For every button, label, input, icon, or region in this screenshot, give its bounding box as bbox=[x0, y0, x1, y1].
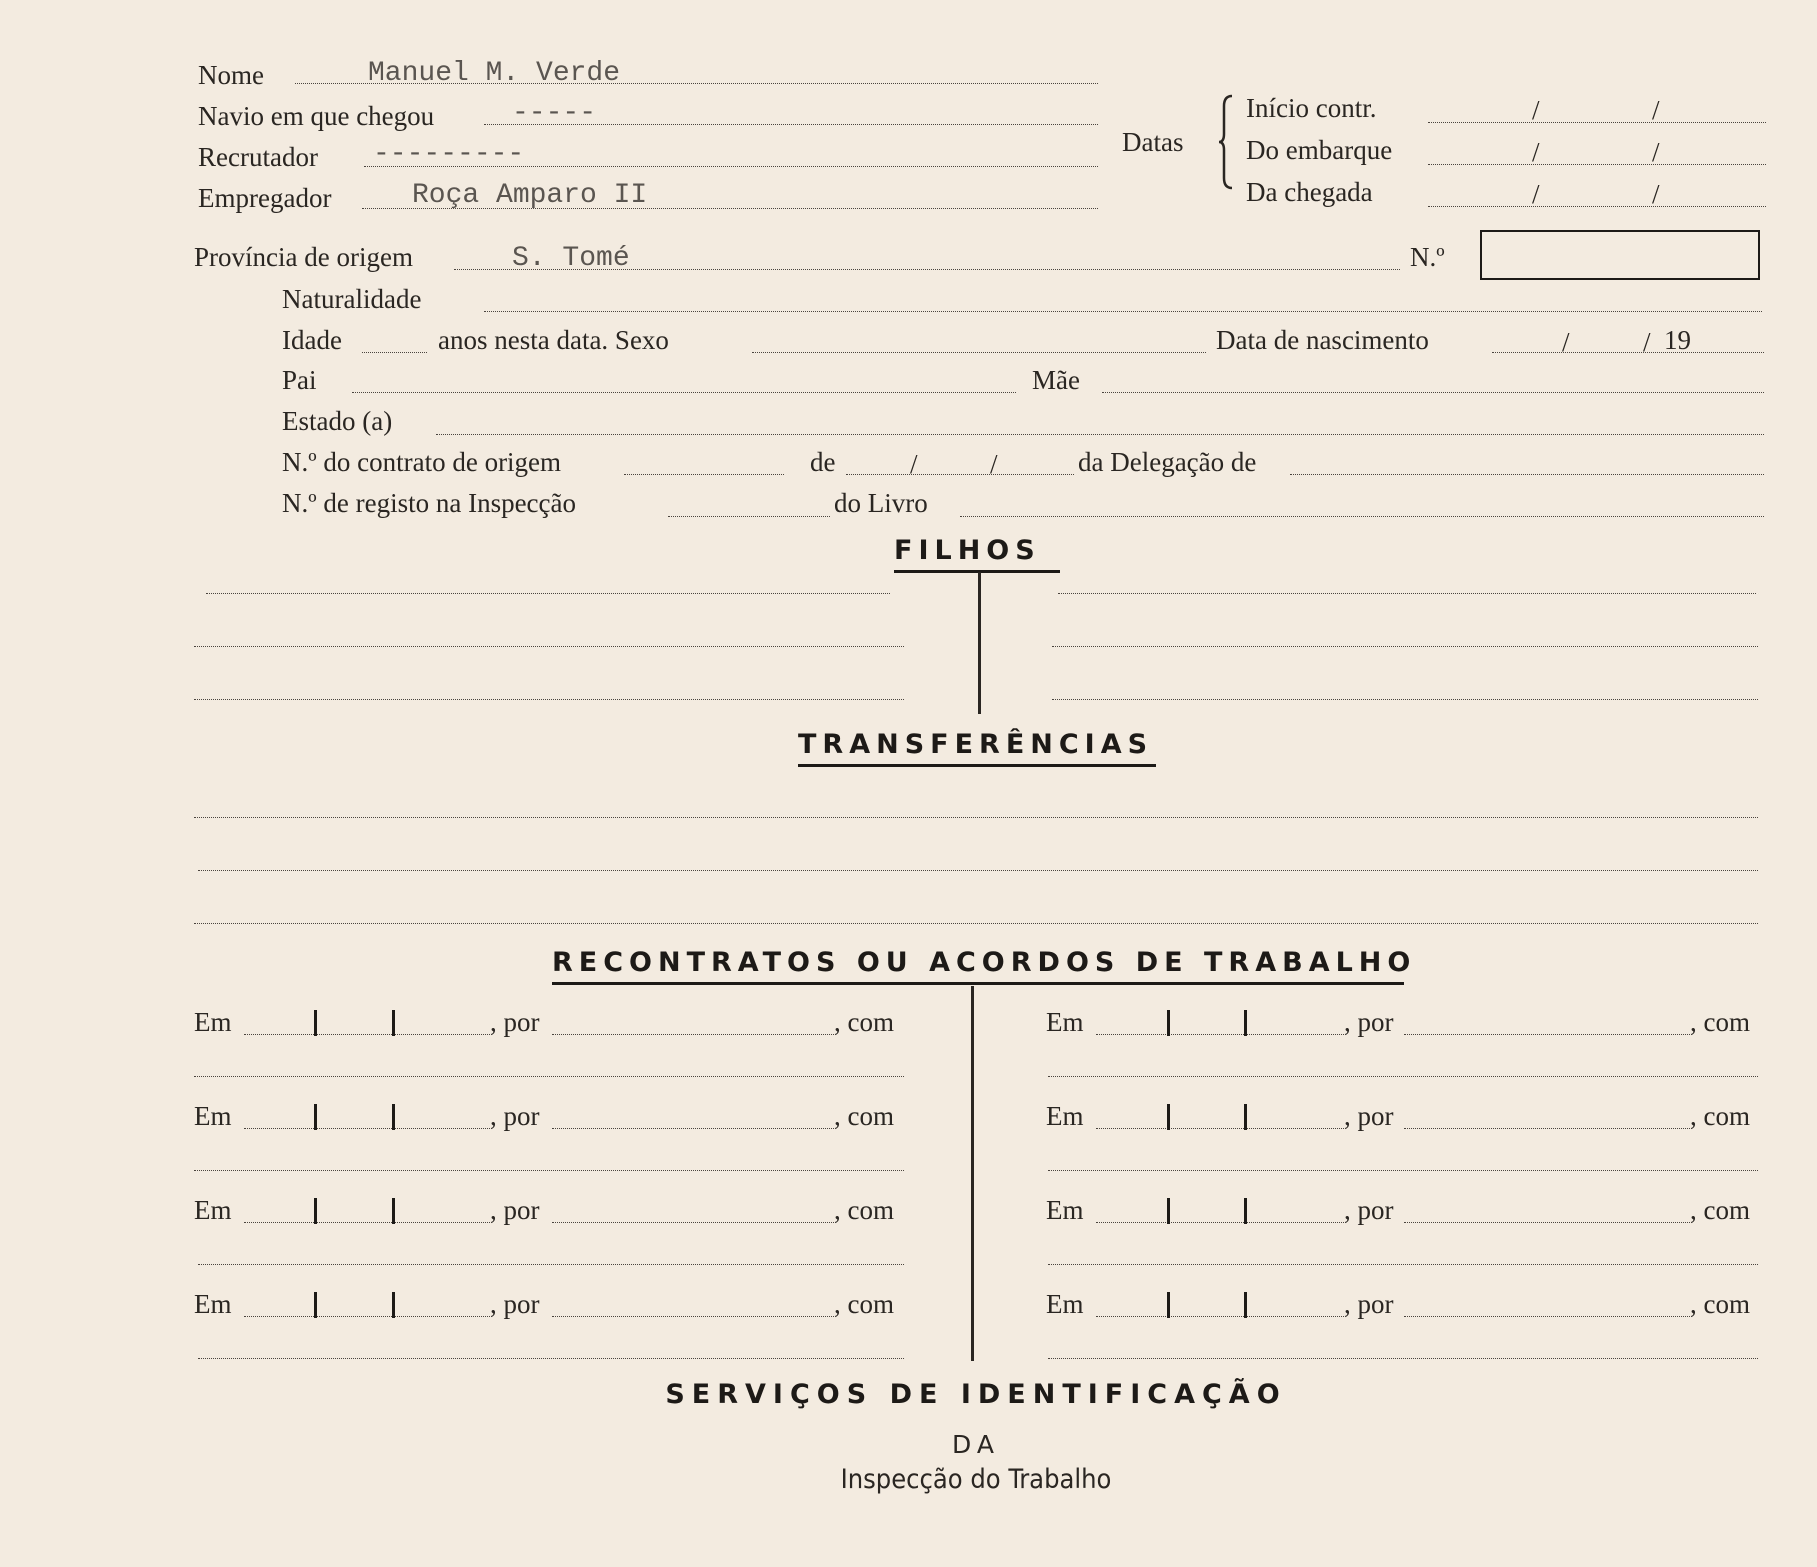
por-line bbox=[1404, 1316, 1690, 1317]
nome-label: Nome bbox=[198, 60, 264, 90]
filhos-underline bbox=[894, 570, 1060, 573]
datas-inicio-line bbox=[1428, 122, 1766, 123]
com-line bbox=[1048, 1170, 1758, 1171]
livro-line bbox=[960, 516, 1764, 517]
em-label: Em bbox=[194, 1289, 232, 1319]
com-label: , com bbox=[834, 1289, 894, 1319]
filhos-line bbox=[1052, 646, 1758, 647]
com-line bbox=[1048, 1358, 1758, 1359]
por-label: , por bbox=[1344, 1195, 1394, 1225]
recrutador-label: Recrutador bbox=[198, 142, 318, 172]
estado-line bbox=[436, 434, 1764, 435]
date-slash: / bbox=[1643, 327, 1651, 357]
em-date-line bbox=[244, 1128, 490, 1129]
pai-label: Pai bbox=[282, 365, 317, 395]
pai-line bbox=[352, 392, 1016, 393]
por-line bbox=[552, 1128, 834, 1129]
delegacao-label: da Delegação de bbox=[1078, 447, 1257, 477]
date-separator bbox=[314, 1198, 317, 1224]
datas-chegada-label: Da chegada bbox=[1246, 177, 1373, 207]
datas-brace bbox=[1218, 94, 1240, 190]
empregador-value: Roça Amparo II bbox=[412, 180, 648, 211]
numero-box bbox=[1480, 230, 1760, 280]
por-label: , por bbox=[490, 1195, 540, 1225]
date-separator bbox=[1244, 1104, 1247, 1130]
nascimento-year: 19 bbox=[1664, 325, 1691, 355]
date-slash: / bbox=[1532, 137, 1540, 167]
datas-label: Datas bbox=[1122, 127, 1184, 157]
por-label: , por bbox=[490, 1101, 540, 1131]
datas-embarque-line bbox=[1428, 164, 1766, 165]
com-label: , com bbox=[1690, 1289, 1750, 1319]
com-label: , com bbox=[1690, 1195, 1750, 1225]
com-label: , com bbox=[1690, 1101, 1750, 1131]
transferencias-line bbox=[194, 923, 1758, 924]
recontratos-divider bbox=[971, 986, 974, 1361]
em-label: Em bbox=[194, 1195, 232, 1225]
date-separator bbox=[392, 1198, 395, 1224]
filhos-line bbox=[206, 593, 890, 594]
transferencias-heading: TRANSFERÊNCIAS bbox=[798, 729, 1154, 760]
date-separator bbox=[392, 1292, 395, 1318]
idade-line bbox=[362, 352, 427, 353]
com-label: , com bbox=[834, 1007, 894, 1037]
date-slash: / bbox=[1652, 179, 1660, 209]
estado-label: Estado (a) bbox=[282, 406, 393, 436]
em-label: Em bbox=[1046, 1195, 1084, 1225]
date-slash: / bbox=[910, 449, 918, 479]
em-label: Em bbox=[1046, 1007, 1084, 1037]
date-separator bbox=[1244, 1292, 1247, 1318]
por-line bbox=[552, 1316, 834, 1317]
filhos-line bbox=[194, 646, 904, 647]
por-line bbox=[1404, 1222, 1690, 1223]
por-label: , por bbox=[1344, 1101, 1394, 1131]
date-separator bbox=[314, 1104, 317, 1130]
com-line bbox=[1048, 1076, 1758, 1077]
por-line bbox=[552, 1034, 834, 1035]
em-label: Em bbox=[1046, 1101, 1084, 1131]
delegacao-line bbox=[1290, 474, 1764, 475]
nome-value: Manuel M. Verde bbox=[368, 58, 621, 89]
provincia-label: Província de origem bbox=[194, 242, 413, 272]
datas-embarque-label: Do embarque bbox=[1246, 135, 1393, 165]
transferencias-line bbox=[194, 817, 1758, 818]
por-line bbox=[1404, 1128, 1690, 1129]
com-line bbox=[194, 1076, 904, 1077]
em-date-line bbox=[244, 1034, 490, 1035]
em-date-line bbox=[1096, 1316, 1344, 1317]
em-label: Em bbox=[194, 1101, 232, 1131]
recontratos-underline bbox=[552, 982, 1404, 985]
nascimento-line bbox=[1492, 352, 1764, 353]
filhos-divider bbox=[978, 572, 981, 714]
contrato-de-label: de bbox=[810, 447, 836, 477]
date-separator bbox=[1244, 1198, 1247, 1224]
em-date-line bbox=[1096, 1222, 1344, 1223]
transferencias-line bbox=[198, 870, 1758, 871]
numero-label: N.º bbox=[1410, 242, 1445, 272]
date-slash: / bbox=[1532, 95, 1540, 125]
date-slash: / bbox=[990, 449, 998, 479]
navio-label: Navio em que chegou bbox=[198, 101, 435, 131]
por-line bbox=[1404, 1034, 1690, 1035]
recrutador-value: --------- bbox=[373, 139, 525, 170]
com-line bbox=[194, 1170, 904, 1171]
datas-inicio-label: Início contr. bbox=[1246, 93, 1377, 123]
datas-chegada-line bbox=[1428, 206, 1766, 207]
date-separator bbox=[1167, 1104, 1170, 1130]
em-date-line bbox=[244, 1316, 490, 1317]
date-separator bbox=[1167, 1292, 1170, 1318]
date-slash: / bbox=[1562, 327, 1570, 357]
com-label: , com bbox=[834, 1101, 894, 1131]
com-label: , com bbox=[834, 1195, 894, 1225]
com-line bbox=[1048, 1264, 1758, 1265]
filhos-line bbox=[1052, 699, 1758, 700]
por-label: , por bbox=[1344, 1289, 1394, 1319]
date-slash: / bbox=[1532, 179, 1540, 209]
filhos-heading: FILHOS bbox=[894, 535, 1041, 566]
com-line bbox=[198, 1358, 904, 1359]
em-date-line bbox=[1096, 1128, 1344, 1129]
filhos-line bbox=[1058, 593, 1756, 594]
date-separator bbox=[1244, 1010, 1247, 1036]
por-label: , por bbox=[1344, 1007, 1394, 1037]
provincia-value: S. Tomé bbox=[512, 243, 630, 274]
date-separator bbox=[392, 1104, 395, 1130]
naturalidade-line bbox=[484, 311, 1762, 312]
com-line bbox=[198, 1264, 904, 1265]
em-label: Em bbox=[1046, 1289, 1084, 1319]
contrato-label: N.º do contrato de origem bbox=[282, 447, 562, 477]
em-date-line bbox=[1096, 1034, 1344, 1035]
empregador-label: Empregador bbox=[198, 183, 332, 213]
com-label: , com bbox=[1690, 1007, 1750, 1037]
date-separator bbox=[314, 1292, 317, 1318]
idade-label: Idade bbox=[282, 325, 342, 355]
por-line bbox=[552, 1222, 834, 1223]
footer-services: SERVIÇOS DE IDENTIFICAÇÃO bbox=[665, 1379, 1287, 1410]
contrato-date-line bbox=[846, 474, 1074, 475]
contrato-line bbox=[624, 474, 784, 475]
mae-line bbox=[1102, 392, 1764, 393]
naturalidade-label: Naturalidade bbox=[282, 284, 422, 314]
footer-inspeccao: Inspecção do Trabalho bbox=[840, 1464, 1112, 1495]
por-label: , por bbox=[490, 1007, 540, 1037]
date-separator bbox=[314, 1010, 317, 1036]
navio-value: ----- bbox=[512, 98, 597, 129]
mae-label: Mãe bbox=[1032, 365, 1080, 395]
em-label: Em bbox=[194, 1007, 232, 1037]
filhos-line bbox=[194, 699, 904, 700]
footer-da: DA bbox=[952, 1430, 1000, 1459]
nascimento-label: Data de nascimento bbox=[1216, 325, 1429, 355]
por-label: , por bbox=[490, 1289, 540, 1319]
date-slash: / bbox=[1652, 137, 1660, 167]
date-separator bbox=[392, 1010, 395, 1036]
recontratos-heading: RECONTRATOS OU ACORDOS DE TRABALHO bbox=[552, 947, 1417, 978]
anos-sexo-label: anos nesta data. Sexo bbox=[438, 325, 669, 355]
livro-label: do Livro bbox=[834, 488, 928, 518]
transferencias-underline bbox=[798, 764, 1156, 767]
sexo-line bbox=[752, 352, 1206, 353]
registo-line bbox=[668, 516, 830, 517]
date-separator bbox=[1167, 1010, 1170, 1036]
em-date-line bbox=[244, 1222, 490, 1223]
registo-label: N.º de registo na Inspecção bbox=[282, 488, 577, 518]
date-separator bbox=[1167, 1198, 1170, 1224]
date-slash: / bbox=[1652, 95, 1660, 125]
